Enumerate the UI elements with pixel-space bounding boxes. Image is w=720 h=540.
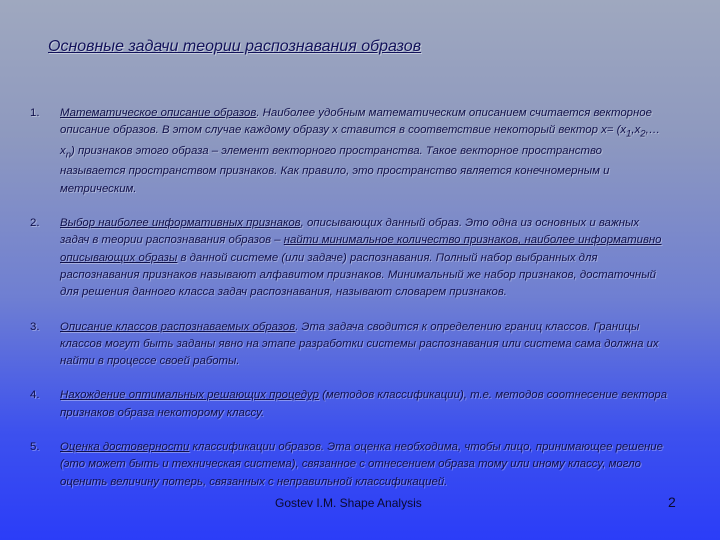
item-text: [60, 321, 659, 368]
list-item: [30, 387, 670, 422]
underlined-term: Описание классов распознаваемых образов: [60, 320, 296, 333]
text-segment: . Эта задача сводится к определению границ классов. Границы классов могут быть заданы явно на этапе разработки системы распознавания или система сама должна их найти в процессе своей работы.: [60, 320, 659, 368]
underlined-term: Математическое описание образов: [60, 107, 257, 119]
item-number: 2.: [30, 217, 40, 230]
underlined-term: Нахождение оптимальных решающих процедур: [60, 389, 319, 402]
subscript: 1: [626, 128, 632, 140]
item-number: 3.: [30, 320, 40, 333]
text-segment: (методов классификации), т.е. методов соотнесение вектора признаков образа некоторому классу.: [60, 389, 668, 419]
list-item: [30, 215, 670, 301]
subscript: n: [65, 149, 71, 161]
page-number: 2: [668, 494, 676, 510]
item-text: [60, 107, 660, 195]
text-segment: ) признаков этого образа – элемент векторного пространства. Такое векторное пространство называется пространством признаков. Как правило, это пространство является конечномерным и метрическим.: [60, 144, 610, 195]
text-segment: ,…x: [60, 124, 661, 157]
list-item: [30, 319, 670, 371]
footer-text: Gostev I.M. Shape Analysis: [275, 496, 422, 510]
text-segment: классификации образов. Эта оценка необходима, чтобы лицо, принимающее решение (это может быть и техническая система), связанное с отнесением образа тому или иному классу, могло оценить величину потерь, связанных с неправильной классификацией.: [60, 441, 663, 488]
underlined-term: Выбор наиболее информативных признаков: [60, 217, 301, 230]
text-segment: ,x: [631, 124, 641, 137]
task-list: [30, 105, 670, 508]
list-item: [30, 439, 670, 491]
underlined-term: Оценка достоверности: [60, 441, 190, 454]
text-segment: , описывающих данный образ. Это одна из основных и важных задач в теории распознавания образов –: [60, 217, 640, 247]
item-text: [60, 389, 667, 418]
item-text: [60, 441, 663, 488]
item-number: 4.: [30, 389, 40, 402]
item-text: [60, 217, 662, 298]
item-number: 1.: [30, 107, 40, 119]
text-segment: в данной системе (или задаче) распознавания. Полный набор выбранных для распознавания признаков называют алфавитом признаков. Минимальный же набор признаков, достаточный для решения данного класса задач распознавания, называют словарем признаков.: [60, 251, 656, 299]
underlined-term: найти минимальное количество признаков, наиболее информативно описывающих образы: [60, 234, 662, 264]
text-segment: . Наиболее удобным математическим описанием считается векторное описание образов. В этом случае каждому образу x ставится в соответствие некоторый вектор x= (x: [60, 107, 652, 137]
subscript: 2: [640, 128, 646, 140]
item-number: 5.: [30, 441, 40, 454]
slide-title: Основные задачи теории распознавания образов: [48, 38, 422, 55]
list-item: [30, 105, 670, 198]
